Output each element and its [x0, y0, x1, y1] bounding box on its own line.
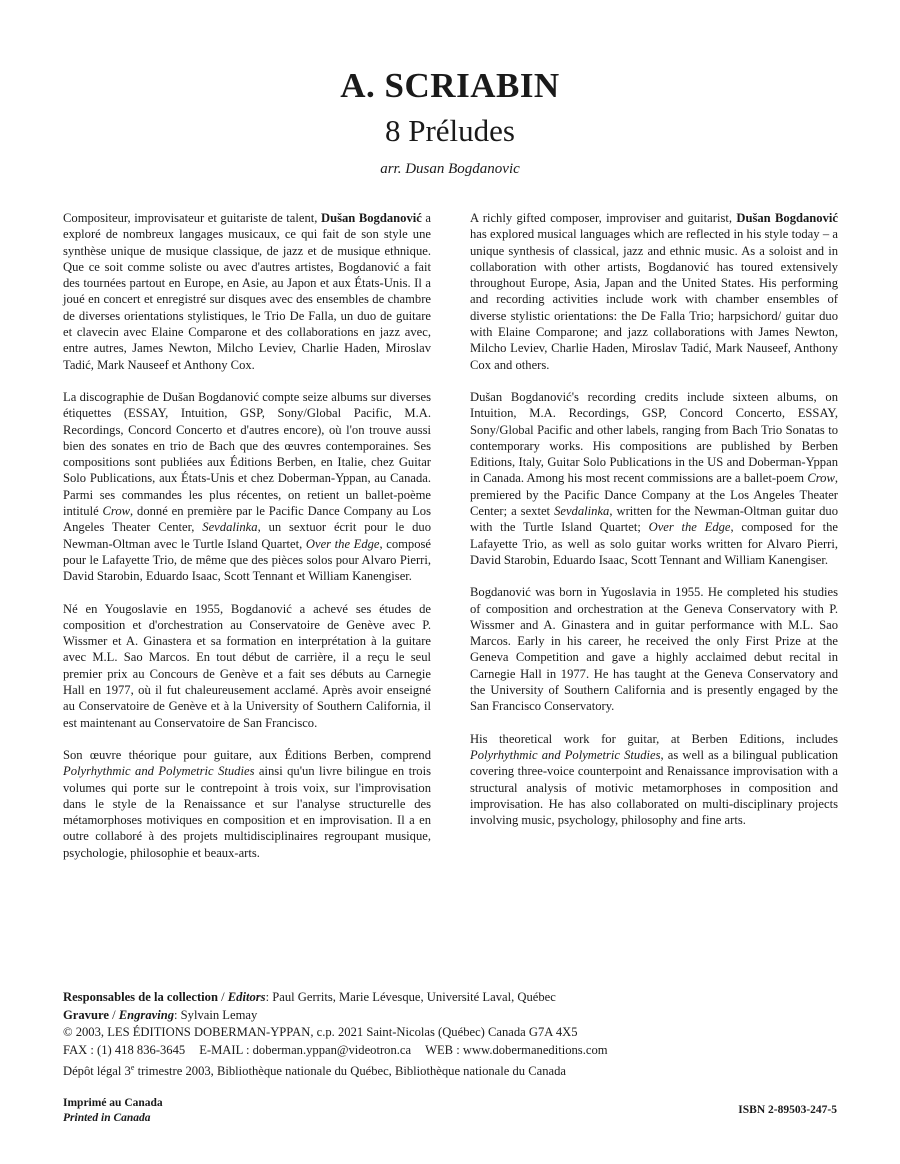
- engraving-line: [63, 1007, 843, 1025]
- bio-fr-paragraph-1: [63, 210, 431, 373]
- fax-number: FAX : (1) 418 836-3645: [63, 1042, 186, 1057]
- website: WEB : www.dobermaneditions.com: [425, 1042, 608, 1057]
- biography-english: [470, 210, 838, 844]
- editors-line: [63, 989, 843, 1007]
- bio-en-paragraph-3: Bogdanović was born in Yugoslavia in 1955. He completed his studies of composition and orchestration at the Geneva Conservatory with P. Wissmer and A. Ginastera and in guitar performance with M.L. Sao Marcos. Early in his career, he received the only First Prize at the Geneva Competition and gave a highly acclaimed debut recital in Carnegie Hall in 1977. He has taught at the Geneva Conservatory and the University of Southern California and is presently engaged by the San Francisco Conservatory.: [470, 585, 838, 714]
- legal-deposit-a: Dépôt légal 3: [63, 1064, 131, 1079]
- arranger-credit: arr. Dusan Bogdanovic: [380, 161, 520, 177]
- email-address: E-MAIL : doberman.yppan@videotron.ca: [199, 1042, 412, 1057]
- bio-fr-paragraph-3: Né en Yougoslavie en 1955, Bogdanović a achevé ses études de composition et d'orchestration au Conservatoire de Genève avec P. Wissmer et A. Ginastera et sa formation en interprétation à la guitare avec M.L. Sao Marcos. En tout début de carrière, il a reçu le seul premier prix au Concours de Genève et a fait ses débuts au Carnegie Hall en 1977, où il fut chaleureusement acclamé. Après avoir enseigné au Conservatoire de Genève et à la University of Southern California, il est maintenant au Conservatoire de San Francisco.: [63, 601, 431, 730]
- bio-fr-paragraph-4: [63, 747, 431, 861]
- bio-fr-intro: Compositeur, improvisateur et guitariste de talent,: [63, 211, 321, 225]
- bio-en-title-sevdalinka: Sevdalinka: [554, 504, 610, 519]
- composer-title: A. SCRIABIN: [340, 66, 560, 105]
- bio-fr-title-edge: Over the Edge: [305, 536, 380, 551]
- work-title: 8 Préludes: [384, 113, 515, 148]
- bio-en-name: Dušan Bogdanović: [736, 211, 838, 225]
- bio-fr-name: Dušan Bogdanović: [320, 211, 422, 225]
- bio-fr-p2-b: , donné en première par le Pacific Dance Company au Los Angeles Theater Center,: [63, 504, 431, 535]
- engraving-label-fr: Gravure: [63, 1007, 109, 1022]
- engraving-value: : Sylvain Lemay: [174, 1007, 258, 1022]
- editors-value: : Paul Gerrits, Marie Lévesque, Université Laval, Québec: [265, 990, 556, 1004]
- legal-deposit-b: trimestre 2003, Bibliothèque nationale du Québec, Bibliothèque nationale du Canada: [134, 1064, 566, 1079]
- contact-line: [63, 1042, 843, 1060]
- bio-fr-p2-a: La discographie de Dušan Bogdanović compte seize albums sur diverses étiquettes (ESSAY, Intuition, GSP, Sony/Global Pacific, M.A. Recordings, Concord Concerto et d'autres encore), où l'on trouve aussi bien des sonates en trio de Bach que des œuvres contemporaines. Ses compositions sont publiées aux Éditions Berben, en Italie, chez Guitar Solo Publications, aux États-Unis et chez Doberman-Yppan, au Canada. Parmi ses commandes les plus récentes, on retient un ballet-poème intitulé: [63, 389, 431, 519]
- isbn: ISBN 2-89503-247-5: [738, 1104, 837, 1116]
- bio-en-text: has explored musical languages which are reflected in his style today – a unique synthesis of classical, jazz and ethnic music. As a soloist and in collaboration with other artists, Bogdanović has toured extensively throughout Europe, Asia, Japan and the United States. His performing and recording activities include work with chamber ensembles of diverse stylistic orientations: the De Falla Trio; harpsichord/ guitar duo with Elaine Comparone; and jazz collaborations with James Newton, Milcho Leviev, Charlie Haden, Miroslav Tadić, Mark Nauseef, Anthony Cox and others.: [470, 227, 838, 372]
- biography-french: [63, 210, 431, 877]
- printed-fr: Imprimé au Canada: [63, 1097, 163, 1109]
- legal-deposit-line: [63, 1059, 843, 1081]
- copyright-line: © 2003, LES ÉDITIONS DOBERMAN-YPPAN, c.p. 2021 Saint-Nicolas (Québec) Canada G7A 4X5: [63, 1025, 578, 1040]
- legal-deposit-sup: e: [130, 1063, 135, 1073]
- bio-fr-title-studies: Polyrhythmic and Polymetric Studies: [63, 764, 255, 779]
- bio-en-paragraph-2: [470, 389, 838, 568]
- printed-in: [63, 1096, 163, 1126]
- publication-credits: [63, 989, 843, 1081]
- bio-en-paragraph-4: [470, 731, 838, 829]
- bio-en-title-edge: Over the Edge: [648, 520, 731, 535]
- bio-fr-p2-d: , composé pour le Lafayette Trio, de même que des pièces solos pour Alvaro Pierri, David Starobin, Eduardo Isaac, Scott Tennant et William Kanengiser.: [63, 536, 431, 584]
- bio-en-p2-d: , composed for the Lafayette Trio, as well as solo guitar works written for Alvaro Pierri, David Starobin, Eduardo Isaac, Scott Tennant and William Kanengiser.: [470, 520, 838, 567]
- bio-fr-paragraph-2: [63, 389, 431, 585]
- bio-fr-text: a exploré de nombreux langages musicaux, ce qui fait de son style une synthèse unique de musique classique, de jazz et de musique ethnique. Que ce soit comme soliste ou avec d'autres artistes, Bogdanović a fait des tournées partout en Europe, en Asie, au Japon et aux États-Unis. Il a joué en concert et enregistré sur disques avec des ensembles de chambre de diverses orientations stylistiques, le Trio De Falla, un duo de guitare et clavecin avec Elaine Comparone et des collaborations en jazz avec, entre autres, James Newton, Milcho Leviev, Charlie Haden, Miroslav Tadić, Mark Nauseef et Anthony Cox.: [63, 211, 431, 372]
- bio-en-p2-b: , premiered by the Pacific Dance Company at the Los Angeles Theater Center; a sextet: [470, 471, 838, 519]
- engraving-label-en: Engraving: [118, 1007, 175, 1022]
- bio-fr-title-sevdalinka: Sevdalinka: [202, 520, 258, 535]
- bio-en-p2-a: Dušan Bogdanović's recording credits include sixteen albums, on Intuition, M.A. Recordings, GSP, Concord Concerto, ESSAY, Sony/Global Pacific and other labels, ranging from Bach Trio Sonatas to contemporary works. His compositions are published by Berben Editions, Italy, Guitar Solo Publications in the US and Doberman-Yppan in Canada. Among his most recent commissions are a ballet-poem: [470, 389, 838, 486]
- bio-en-title-studies: Polyrhythmic and Polymetric Studies: [470, 747, 661, 762]
- bio-fr-p4-b: ainsi qu'un livre bilingue en trois volumes qui porte sur le contrepoint à trois voix, sur l'improvisation dans le style de la Renaissance et sur l'analyse structurelle des métamorphoses motiviques en composition et en improvisation. Il a en outre collaboré à des projets multidisciplinaires regroupant musique, psychologie, philosophie et beaux-arts.: [63, 764, 431, 860]
- separator: /: [217, 990, 228, 1004]
- bio-en-intro: A richly gifted composer, improviser and guitarist,: [470, 211, 737, 225]
- bio-en-title-crow: Crow: [807, 471, 835, 486]
- editors-label-fr: Responsables de la collection: [63, 990, 218, 1004]
- bio-fr-p2-c: , un sextuor écrit pour le duo Newman-Oltman avec le Turtle Island Quartet,: [63, 520, 431, 551]
- bio-en-p4-b: , as well as a bilingual publication covering three-voice counterpoint and Renaissance improvisation with a structural analysis of motivic metamorphoses in composition and improvisation. He has also collaborated on multi-disciplinary projects involving music, psychology, philosophy and fine arts.: [470, 747, 838, 828]
- editors-label-en: Editors: [227, 990, 266, 1004]
- separator: /: [108, 1007, 119, 1022]
- bio-en-p4-a: His theoretical work for guitar, at Berben Editions, includes: [470, 731, 838, 746]
- bio-en-p2-c: , written for the Newman-Oltman guitar duo with the Turtle Island Quartet;: [470, 504, 838, 535]
- printed-en: Printed in Canada: [63, 1112, 151, 1124]
- bio-fr-p4-a: Son œuvre théorique pour guitare, aux Éditions Berben, comprend: [63, 747, 431, 762]
- bio-fr-title-crow: Crow: [102, 504, 131, 519]
- bio-en-paragraph-1: [470, 210, 838, 373]
